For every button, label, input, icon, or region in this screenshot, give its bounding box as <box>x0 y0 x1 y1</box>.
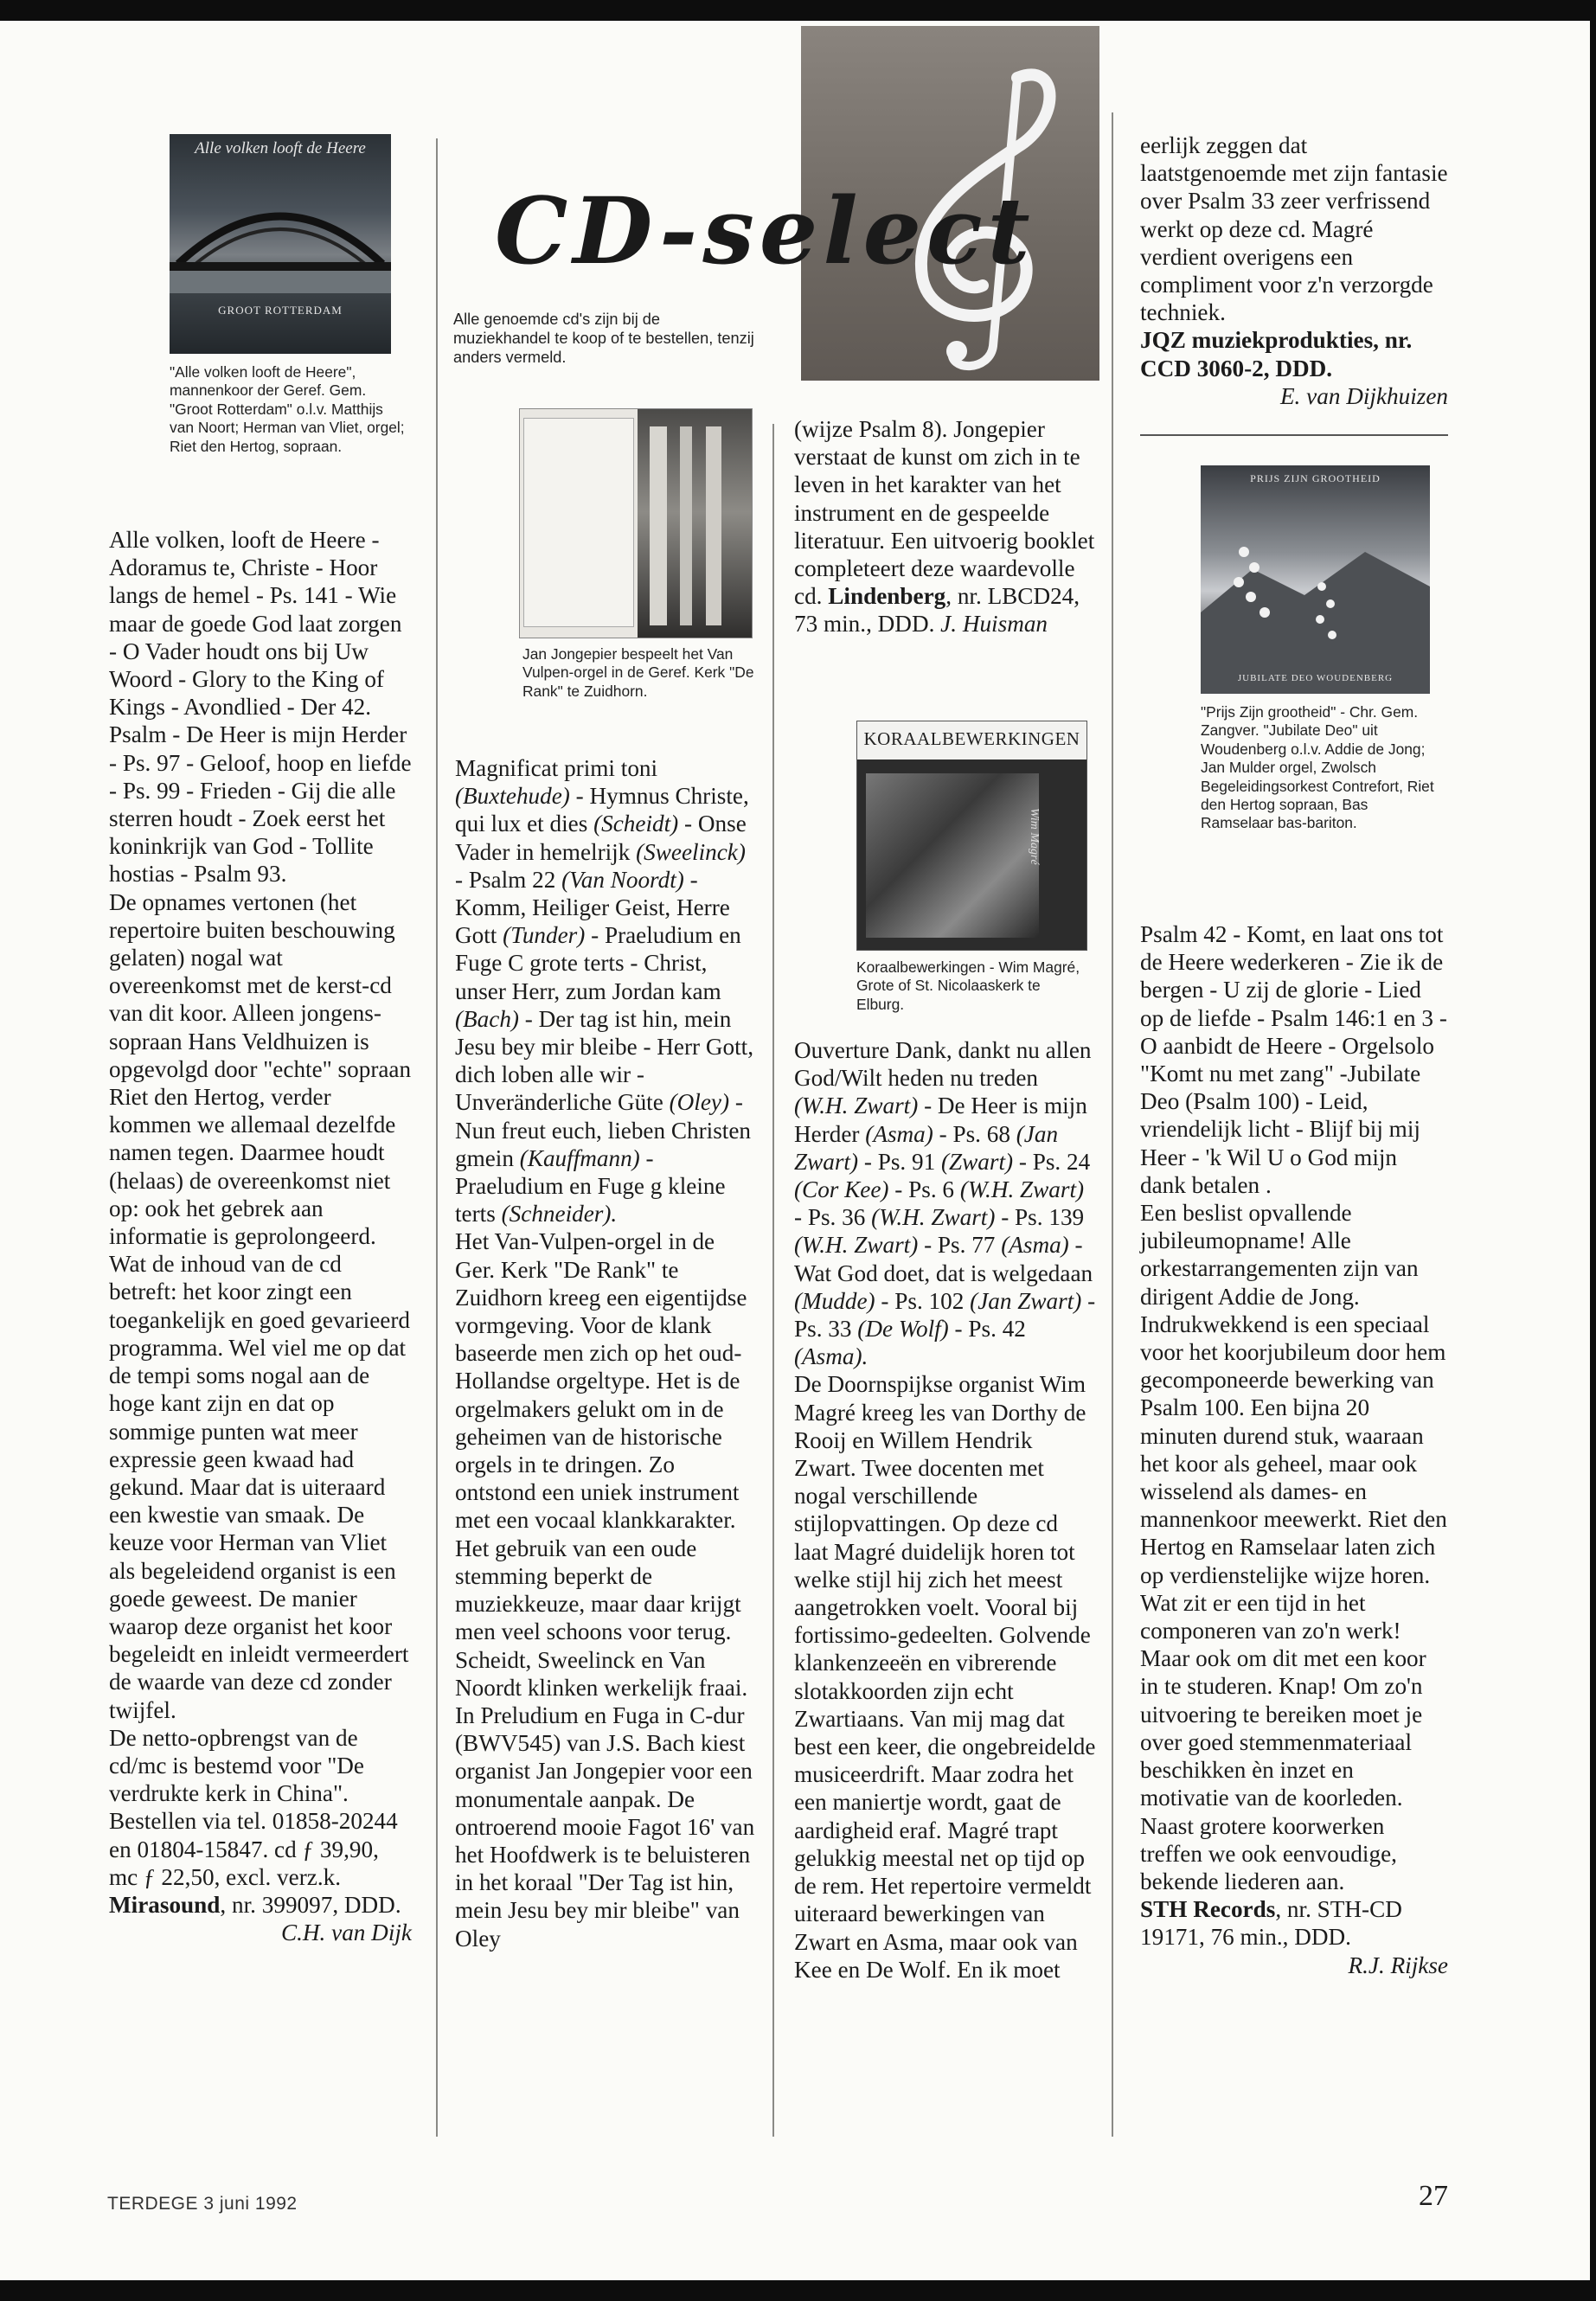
col2-tracklist: Magnificat primi toni (Buxtehude) - Hymnus Christe, qui lux et dies (Scheidt) - Onse Vader in hemelrijk (Sweelinck) - Psalm 22 (Van Noordt) - Komm, Heiliger Geist, Herre Gott (Tunder) - Praeludium en Fuge C grote terts - Christ, unser Herr, zum Jordan kam (Bach) - Der tag ist hin, mein Jesu bey mir bleibe - Herr Gott, dich loben alle wir - Unveränderliche Güte (Oley) - Nun freut euch, lieben Christen gmein (Kauffmann) - Praeludium en Fuge g kleine terts (Schneider). <box>455 755 754 1227</box>
col3-top-para: (wijze Psalm 8). Jongepier verstaat de kunst om zich in te leven in het karakter van het instrument en de gespeelde literatuur. Een uitvoerig booklet completeert deze waardevolle cd. Lindenberg, nr. LBCD24, 73 min., DDD. J. Huisman <box>794 416 1095 638</box>
col3-para-2: De Doornspijkse organist Wim Magré kreeg les van Dorthy de Rooij en Willem Hendrik Zwart. Twee docenten met nogal verschillende stijlopvattingen. Op deze cd laat Magré duidelijk horen tot welke stijl hij zich het meest aangetrokken voelt. Vooral bij fortissimo-gedeelten. Golvende klankenzeeën en vibrerende slotakkoorden zijn echt Zwartiaans. Van mij mag dat best een keer, die ongebreidelde musiceerdrift. Maar zodra het een maniertje wordt, gaat de aardigheid eraf. Magré trapt gelukkig meestal net op tijd op de rem. Het repertoire vermeldt uiteraard bewerkingen van Zwart en Asma, maar ook van Kee en De Wolf. En ik moet <box>794 1371 1096 1983</box>
label-mirasound: Mirasound <box>109 1891 221 1918</box>
col2-para-2: Het Van-Vulpen-orgel in de Ger. Kerk "De Rank" te Zuidhorn kreeg een eigentijdse vormgeving. Voor de klank baseerde men zich op het oud-Hollandse orgeltype. Het is de orgelmakers gelukt om in de geheimen van de historische orgels in te dringen. Zo ontstond een uniek instrument met een vocaal klankkarakter. Het gebruik van een oude stemming beperkt de muziekkeuze, maar daar krijgt men veel schoons voor terug. Scheidt, Sweelinck en Van Noordt klinken werkelijk fraai. In Preludium en Fuga in C-dur (BWV545) van J.S. Bach kiest organist Jan Jongepier voor een monumentale aanpak. De ontroerend mooie Fagot 16' van het Hoofdwerk is te beluisteren in het koraal "Der Tag ist hin, mein Jesu bey mir bleibe" van Oley <box>455 1228 755 1952</box>
divider-col4 <box>1140 434 1448 436</box>
review-column-2 <box>455 754 758 1952</box>
col1-para-2: De opnames vertonen (het repertoire buiten beschouwing gelaten) nogal wat overeenkomst met de kerst-cd van dit koor. Alleen jongens-sopraan Hans Veldhuizen is opgevolgd door "echte" sopraan Riet den Hertog, verder kommen we allemaal dezelfde namen tegen. Daarmee houdt (helaas) de overeenkomst niet op: ook het gebrek aan informatie is geprolongeerd. <box>109 888 412 1250</box>
flowers-image <box>1201 465 1430 694</box>
album-cover-koraalbewerkingen <box>856 721 1087 951</box>
page-number: 27 <box>1419 2180 1448 2212</box>
album-cover-alle-volken <box>170 134 391 354</box>
scan-border-bottom <box>0 2280 1596 2301</box>
label-sth: STH Records <box>1140 1896 1276 1923</box>
album-cover-prijs-zijn-grootheid <box>1201 465 1430 694</box>
cover3-spine: Wim Magré <box>1028 808 1041 865</box>
review-column-1 <box>109 526 412 1946</box>
cover4-caption: "Prijs Zijn grootheid" - Chr. Gem. Zangver. "Jubilate Deo" uit Woudenberg o.l.v. Addie de Jong; Jan Mulder orgel, Zwolsch Begeleidingsorkest Contrefort, Riet den Hertog sopraan, Bas Ramselaar bas-bariton. <box>1201 703 1434 832</box>
review-column-4 <box>1140 920 1448 1979</box>
cover4-subtitle: JUBILATE DEO WOUDENBERG <box>1237 673 1394 683</box>
col1-para-4: De netto-opbrengst van de cd/mc is bestemd voor "De verdrukte kerk in China". Bestellen via tel. 01858-20244 en 01804-15847. cd ƒ 39,90, mc ƒ 22,50, excl. verz.k. Mirasound, nr. 399097, DDD. <box>109 1724 401 1918</box>
cover3-title: KORAALBEWERKINGEN <box>863 728 1080 749</box>
col4-top-label-line <box>1140 326 1448 381</box>
column-rule-1 <box>436 138 438 2137</box>
review-column-3 <box>794 1036 1097 1984</box>
col4-para-2: Een beslist opvallende jubileumopname! Alle orkestarrangementen zijn van dirigent Addie de Jong. Indrukwekkend is een speciaal voor het koorjubileum door hem gecomponeerde bewerking van Psalm 100. Een bijna 20 minuten durend stuk, waaraan het koor als geheel, maar ook wisselend als dames- en mannenkoor meewerkt. Riet den Hertog en Ramselaar laten zich op verdienstelijke wijze horen. Wat zit er een tijd in het componeren van zo'n werk! Maar ook om dit met een koor in te studeren. Knap! Om zo'n uitvoering te bereiken moet je over goed stemmenmateriaal beschikken èn inzet en motivatie van de koorleden. Naast grotere koorwerken treffen we ook eenvoudige, bekende liederen aan. <box>1140 1200 1447 1894</box>
cover4-title: PRIJS ZIJN GROOTHEID <box>1250 472 1381 484</box>
col4-signature: R.J. Rijkse <box>1348 1952 1448 1978</box>
scan-border-top <box>0 0 1596 21</box>
cover1-subtitle: GROOT ROTTERDAM <box>218 304 343 317</box>
cover1-title: Alle volken looft de Heere <box>195 139 366 157</box>
col4-top-para: eerlijk zeggen dat laatstgenoemde met zijn fantasie over Psalm 33 zeer verfrissend werkt op deze cd. Magré verdient overigens een compliment voor z'n verzorgde techniek. <box>1140 132 1448 326</box>
col1-signature: C.H. van Dijk <box>280 1920 412 1946</box>
col3-top-signature: J. Huisman <box>940 611 1048 638</box>
bridge-image <box>170 134 391 354</box>
col4-top-signature: E. van Dijkhuizen <box>1279 382 1448 409</box>
cover1-caption: "Alle volken looft de Heere", mannenkoor der Geref. Gem. "Groot Rotterdam" o.l.v. Matthijs van Noort; Herman van Vliet, orgel; Riet den Hertog, sopraan. <box>170 363 405 455</box>
review-column-4-top <box>1140 131 1448 410</box>
col1-tracklist: Alle volken, looft de Heere - Adoramus te, Christe - Hoor langs de hemel - Ps. 141 - Wie maar de goede God laat zorgen - O Vader houdt ons bij Uw Woord - Glory to the King of Kings - Avondlied - Der 42. Psalm - De Heer is mijn Herder - Ps. 97 - Geloof, hoop en liefde - Ps. 99 - Frieden - Gij die alle sterren houdt - Zoek eerst het koninkrijk van God - Tollite hostias - Psalm 93. <box>109 527 412 888</box>
col4-label-line: STH Records, nr. STH-CD 19171, 76 min., DDD. <box>1140 1896 1402 1951</box>
cover2-caption: Jan Jongepier bespeelt het Van Vulpen-orgel in de Geref. Kerk "De Rank" te Zuidhorn. <box>522 645 754 700</box>
scan-border-right <box>1590 0 1596 2301</box>
publication-footer: TERDEGE 3 juni 1992 <box>107 2194 298 2214</box>
cover3-caption: Koraalbewerkingen - Wim Magré, Grote of St. Nicolaaskerk te Elburg. <box>856 958 1080 1013</box>
label-lindenberg: Lindenberg <box>828 583 946 610</box>
section-intro: Alle genoemde cd's zijn bij de muziekhandel te koop of te bestellen, tenzij anders vermeld. <box>453 311 754 366</box>
section-title: CD-select <box>495 176 1035 285</box>
column-rule-3 <box>1112 112 1113 2137</box>
label-jqz: JQZ muziekprodukties, nr. CCD 3060-2, DDD. <box>1140 327 1413 381</box>
col4-tracklist: Psalm 42 - Komt, en laat ons tot de Heere wederkeren - Zie ik de bergen - U zij de glorie - Lied op de liefde - Psalm 146:1 en 3 - O aanbidt de Heere - Orgelsolo "Komt nu met zang" -Jubilate Deo (Psalm 100) - Leid, vriendelijk licht - Blijf bij mij Heer - 'k Wil U o God mijn dank betalen . <box>1140 921 1447 1198</box>
album-cover-jongepier <box>519 408 753 638</box>
review-column-3-top <box>794 415 1097 638</box>
col3-tracklist: Ouverture Dank, dankt nu allen God/Wilt heden nu treden (W.H. Zwart) - De Heer is mijn Herder (Asma) - Ps. 68 (Jan Zwart) - Ps. 91 (Zwart) - Ps. 24 (Cor Kee) - Ps. 6 (W.H. Zwart) - Ps. 36 (W.H. Zwart) - Ps. 139 (W.H. Zwart) - Ps. 77 (Asma) - Wat God doet, dat is welgedaan (Mudde) - Ps. 102 (Jan Zwart) - Ps. 33 (De Wolf) - Ps. 42 (Asma). <box>794 1037 1096 1370</box>
col1-para-3: Wat de inhoud van de cd betreft: het koor zingt een toegankelijk en goed gevarieerd programma. Wel viel me op dat de tempi soms nogal aan de hoge kant zijn en dat op sommige punten wat meer expressie geen kwaad had gekund. Maar dat is uiteraard een kwestie van smaak. De keuze voor Herman van Vliet als begeleidend organist is een goede geweest. De manier waarop deze organist het koor begeleidt en inleidt vermeerdert de waarde van deze cd zonder twijfel. <box>109 1251 410 1723</box>
column-rule-2 <box>772 424 774 2137</box>
